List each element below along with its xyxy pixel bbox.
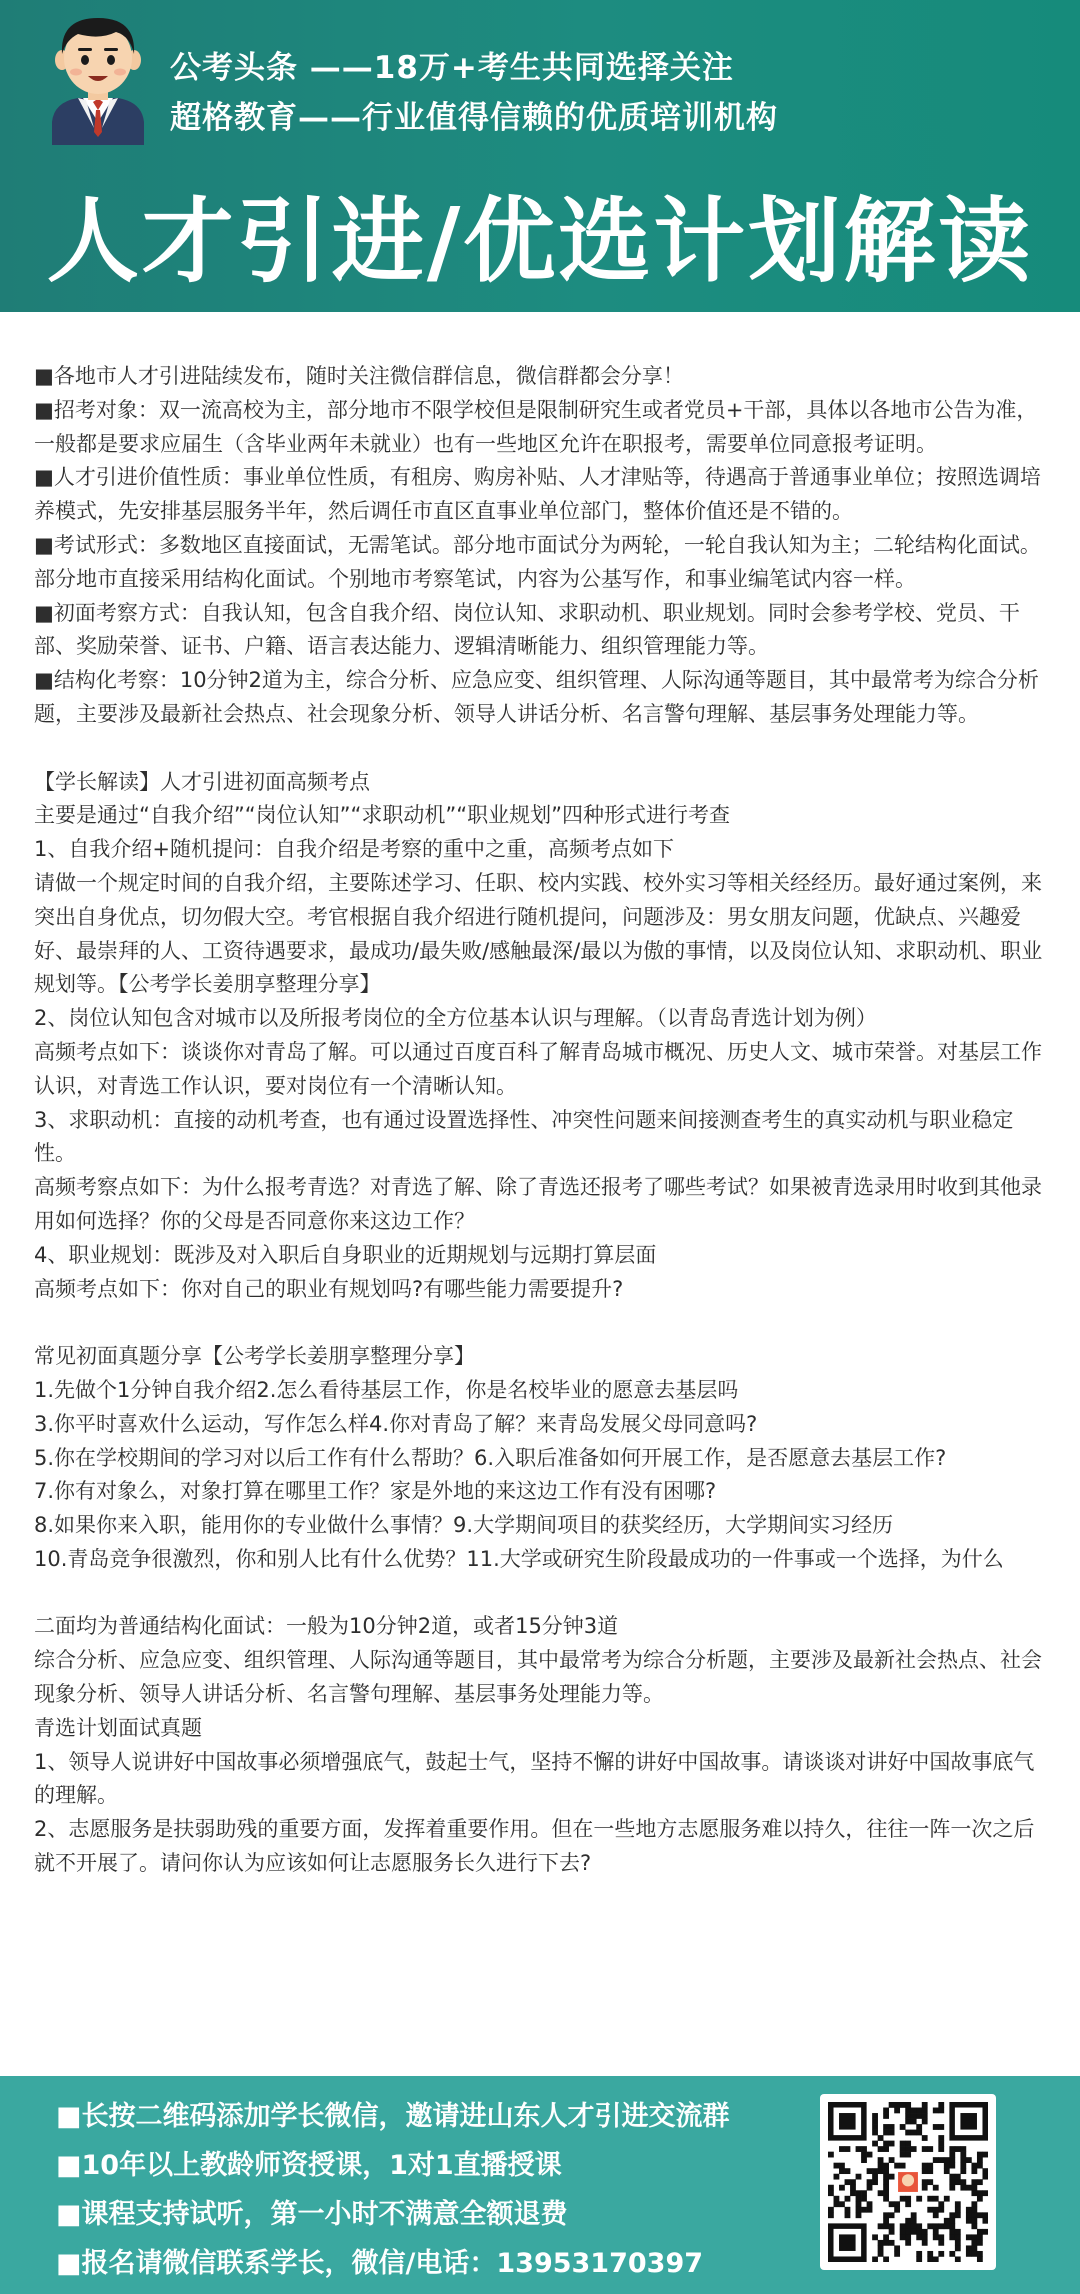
paragraph-line: 常见初面真题分享【公考学长姜朋享整理分享】 bbox=[34, 1344, 475, 1369]
paragraph-line: 3、求职动机：直接的动机考查，也有通过设置选择性、冲突性问题来间接测查考生的真实动机与职业稳定性。 bbox=[34, 1107, 1014, 1166]
header-banner bbox=[0, 0, 1080, 312]
footer-info bbox=[56, 2092, 730, 2288]
paragraph-line: 综合分析、应急应变、组织管理、人际沟通等题目，其中最常考为综合分析题，主要涉及最新社会热点、社会现象分析、领导人讲话分析、名言警句理解、基层事务处理能力等。 bbox=[34, 1648, 1042, 1707]
paragraph-line: 8.如果你来入职，能用你的专业做什么事情？9.大学期间项目的获奖经历，大学期间实习经历 bbox=[34, 1513, 894, 1538]
paragraph-line: 3.你平时喜欢什么运动，写作怎么样4.你对青岛了解？来青岛发展父母同意吗? bbox=[34, 1411, 758, 1436]
paragraph-line: 高频考点如下：谈谈你对青岛了解。可以通过百度百科了解青岛城市概况、历史人文、城市荣誉。对基层工作认识，对青选工作认识，要对岗位有一个清晰认知。 bbox=[34, 1039, 1042, 1098]
paragraph-line: ■初面考察方式：自我认知，包含自我介绍、岗位认知、求职动机、职业规划。同时会参考学校、党员、干部、奖励荣誉、证书、户籍、语言表达能力、逻辑清晰能力、组织管理能力等。 bbox=[34, 600, 1020, 659]
paragraph-line: 【学长解读】人才引进初面高频考点 bbox=[34, 769, 370, 794]
tagline-1: 公考头条 ——18万+考生共同选择关注 bbox=[170, 50, 734, 86]
paragraph-line: 青选计划面试真题 bbox=[34, 1715, 202, 1740]
paragraph-line: 2、岗位认知包含对城市以及所报考岗位的全方位基本认识与理解。（以青岛青选计划为例） bbox=[34, 1006, 877, 1031]
paragraph-line: 高频考察点如下：为什么报考青选？对青选了解、除了青选还报考了哪些考试？如果被青选录用时收到其他录用如何选择？你的父母是否同意你来这边工作？ bbox=[34, 1175, 1042, 1233]
footer-banner bbox=[0, 2076, 1080, 2294]
paragraph-line: 主要是通过“自我介绍”“岗位认知”“求职动机”“职业规划”四种形式进行考查 bbox=[34, 803, 731, 828]
article-body bbox=[34, 360, 1046, 1881]
paragraph-line: 1、领导人说讲好中国故事必须增强底气，鼓起士气，坚持不懈的讲好中国故事。请谈谈对讲好中国故事底气的理解。 bbox=[34, 1749, 1035, 1808]
spacer bbox=[34, 1577, 1046, 1611]
paragraph-line: ■人才引进价值性质：事业单位性质，有租房、购房补贴、人才津贴等，待遇高于普通事业单位；按照选调培养模式，先安排基层服务半年，然后调任市直区直事业单位部门，整体价值还是不错的。 bbox=[34, 465, 1041, 524]
paragraph-line: ■考试形式：多数地区直接面试，无需笔试。部分地市面试分为两轮，一轮自我认知为主；二轮结构化面试。部分地市直接采用结构化面试。个别地市考察笔试，内容为公基写作，和事业编笔试内容一样。 bbox=[34, 532, 1041, 591]
paragraph-line: 1.先做个1分钟自我介绍2.怎么看待基层工作，你是名校毕业的愿意去基层吗 bbox=[34, 1377, 739, 1402]
page-title: 人才引进/优选计划解读 bbox=[46, 188, 1034, 295]
paragraph-line: ■各地市人才引进陆续发布，随时关注微信群信息，微信群都会分享！ bbox=[34, 364, 684, 388]
paragraph-line: 二面均为普通结构化面试：一般为10分钟2道，或者15分钟3道 bbox=[34, 1614, 619, 1639]
teacher-avatar-icon bbox=[38, 10, 158, 145]
paragraph-line: 请做一个规定时间的自我介绍，主要陈述学习、任职、校内实践、校外实习等相关经经历。最好通过案例，来突出自身优点，切勿假大空。考官根据自我介绍进行随机提问，问题涉及：男女朋友问题，优缺点、兴趣爱好、最崇拜的人、工资待遇要求，最成功/最失败/感触最深/最以为傲的事情，以及岗位认知、求职动机、职业规划等。【公考学长姜朋享整理分享】 bbox=[34, 870, 1043, 997]
spacer bbox=[34, 732, 1046, 766]
paragraph-line: 5.你在学校期间的学习对以后工作有什么帮助？6.入职后准备如何开展工作，是否愿意去基层工作? bbox=[34, 1445, 947, 1470]
paragraph-line: 10.青岛竞争很激烈，你和别人比有什么优势？11.大学或研究生阶段最成功的一件事或一个选择，为什么 bbox=[34, 1546, 1004, 1571]
footer-line: ■课程支持试听，第一小时不满意全额退费 bbox=[56, 2199, 568, 2230]
footer-line: ■10年以上教龄师资授课，1对1直播授课 bbox=[56, 2150, 562, 2181]
footer-line: ■长按二维码添加学长微信，邀请进山东人才引进交流群 bbox=[56, 2101, 730, 2132]
paragraph-line: 1、自我介绍+随机提问：自我介绍是考察的重中之重，高频考点如下 bbox=[34, 837, 674, 862]
paragraph-line: 2、志愿服务是扶弱助残的重要方面，发挥着重要作用。但在一些地方志愿服务难以持久，往往一阵一次之后就不开展了。请问你认为应该如何让志愿服务长久进行下去? bbox=[34, 1817, 1035, 1876]
spacer bbox=[34, 1306, 1046, 1340]
paragraph-line: ■招考对象：双一流高校为主，部分地市不限学校但是限制研究生或者党员+干部，具体以各地市公告为准，一般都是要求应届生（含毕业两年未就业）也有一些地区允许在职报考，需要单位同意报考证明。 bbox=[34, 397, 1038, 456]
paragraph-line: 7.你有对象么，对象打算在哪里工作？家是外地的来这边工作有没有困哪? bbox=[34, 1479, 717, 1504]
footer-line: ■报名请微信联系学长，微信/电话：13953170397 bbox=[56, 2248, 704, 2279]
paragraph-line: ■结构化考察：10分钟2道为主，综合分析、应急应变、组织管理、人际沟通等题目，其中最常考为综合分析题，主要涉及最新社会热点、社会现象分析、领导人讲话分析、名言警句理解、基层事务处理能力等。 bbox=[34, 668, 1039, 726]
paragraph-line: 高频考点如下：你对自己的职业有规划吗?有哪些能力需要提升? bbox=[34, 1276, 624, 1301]
qr-code-icon[interactable] bbox=[820, 2094, 996, 2270]
paragraph-line: 4、职业规划：既涉及对入职后自身职业的近期规划与远期打算层面 bbox=[34, 1242, 657, 1267]
tagline-2: 超格教育——行业值得信赖的优质培训机构 bbox=[170, 100, 778, 136]
